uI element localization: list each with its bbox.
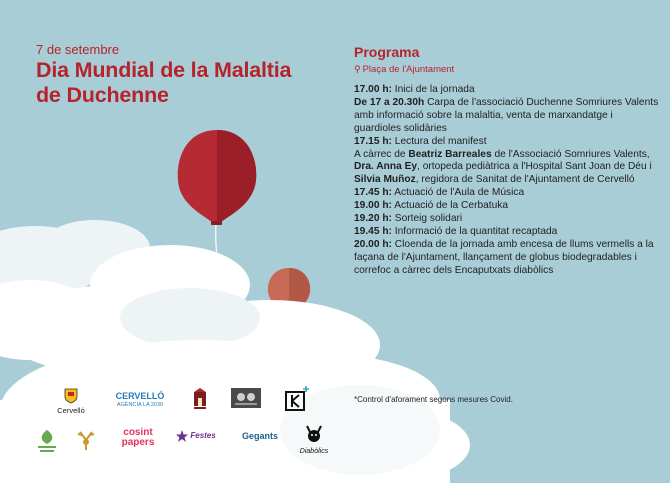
- program-item-text: Sorteig solidari: [391, 213, 463, 225]
- program-item-text: A càrrec de: [354, 148, 409, 160]
- program-item: [354, 84, 660, 97]
- event-title-line1: Dia Mundial de la Malaltia: [36, 58, 292, 82]
- logo-agencia-sub: AGÈNCIA LA 2030: [116, 402, 164, 408]
- program-item-text: Inici de la jornada: [391, 84, 475, 95]
- program-item-text: Cloenda de la jornada amb encesa de llums vermells a la façana de l'Ajuntament, llançament de globus biodegradables i correfoc a càrrec dels Encaputxats diabòlics: [354, 238, 654, 276]
- program-item: [354, 239, 660, 278]
- logo-dark-square: [230, 388, 262, 410]
- program-item: [354, 226, 660, 239]
- program-list: [354, 84, 660, 278]
- program-place: [354, 64, 454, 75]
- program-item-bold: De 17 a 20.30h: [354, 96, 425, 108]
- program-item-text: , regidora de Sanitat de l'Ajuntament de Cervelló: [415, 174, 635, 186]
- program-item-text: Informació de la quantitat recaptada: [391, 225, 558, 237]
- program-item: [354, 149, 660, 188]
- location-pin-icon: ⚲: [354, 64, 361, 74]
- logo-agencia-name: CERVELLÓ: [115, 391, 165, 401]
- logo-antlers: [74, 428, 98, 454]
- big-red-balloon: [178, 130, 256, 225]
- event-title: [36, 58, 336, 108]
- logo-cosint-1: cosint: [123, 427, 153, 438]
- program-item-text: Actuació de la Cerbatuka: [391, 200, 509, 212]
- logo-agencia-2030: [112, 392, 168, 410]
- program-item: [354, 200, 660, 213]
- event-date: 7 de setembre: [36, 42, 120, 57]
- logo-gegants-text: Gegants: [241, 431, 278, 441]
- program-item-bold: 17.15 h:: [354, 135, 392, 147]
- program-item-text: , ortopeda pediàtrica a l'Hospital Sant Joan de Déu i: [417, 161, 652, 173]
- program-place-text: Plaça de l'Ajuntament: [362, 64, 455, 75]
- logo-cosint-papers: [116, 428, 160, 448]
- church-emblem-icon: [192, 388, 208, 410]
- logo-k: [284, 386, 310, 414]
- program-item-text: Lectura del manifest: [391, 135, 487, 147]
- program-item-bold: Silvia Muñoz: [354, 174, 416, 186]
- logo-cervello-text: Cervelló: [57, 406, 85, 415]
- logo-diabolics-text: Diabòlics: [299, 448, 329, 455]
- logo-gegants: [236, 432, 284, 441]
- k-logo-icon: [284, 386, 310, 412]
- devil-icon: [303, 424, 325, 444]
- program-item-bold: 19.00 h:: [354, 200, 392, 212]
- logo-cosint-2: papers: [121, 437, 155, 448]
- program-item: [354, 136, 660, 149]
- program-item-bold: Dra. Anna Ey: [354, 161, 418, 173]
- antlers-icon: [75, 428, 97, 452]
- logo-church: [188, 388, 212, 412]
- program-item-bold: 19.20 h:: [354, 213, 392, 225]
- green-emblem-icon: [35, 428, 59, 454]
- program-item: [354, 97, 660, 136]
- logo-festes: [176, 430, 216, 442]
- program-item-bold: 20.00 h:: [354, 238, 392, 250]
- program-item-text: Actuació de l'Aula de Música: [391, 187, 525, 199]
- covid-note: *Control d'aforament segons mesures Covid.: [354, 395, 513, 404]
- program-item: [354, 187, 660, 200]
- event-title-line2: de Duchenne: [36, 83, 169, 107]
- program-item-bold: 17.45 h:: [354, 187, 392, 199]
- program-item-bold: Beatriz Barreales: [408, 148, 492, 160]
- program-item-bold: 17.00 h:: [354, 84, 392, 95]
- program-item: [354, 213, 660, 226]
- program-item-text: Carpa de l'associació Duchenne Somriures Valents amb informació sobre la malaltia, venta de marxandatge i guardioles solidàries: [354, 96, 659, 134]
- cervello-shield-icon: [64, 388, 78, 404]
- logo-green-association: [34, 428, 60, 456]
- logo-diabolics: [296, 424, 332, 456]
- logo-festes-text: Festes: [190, 430, 216, 440]
- program-item-bold: 19.45 h:: [354, 225, 392, 237]
- dark-logo-icon: [231, 388, 261, 408]
- program-item-text: de l'Associació Somriures Valents,: [491, 148, 650, 160]
- logo-cervello: [46, 388, 96, 415]
- program-heading: Programa: [354, 44, 420, 60]
- festes-star-icon: [176, 430, 188, 442]
